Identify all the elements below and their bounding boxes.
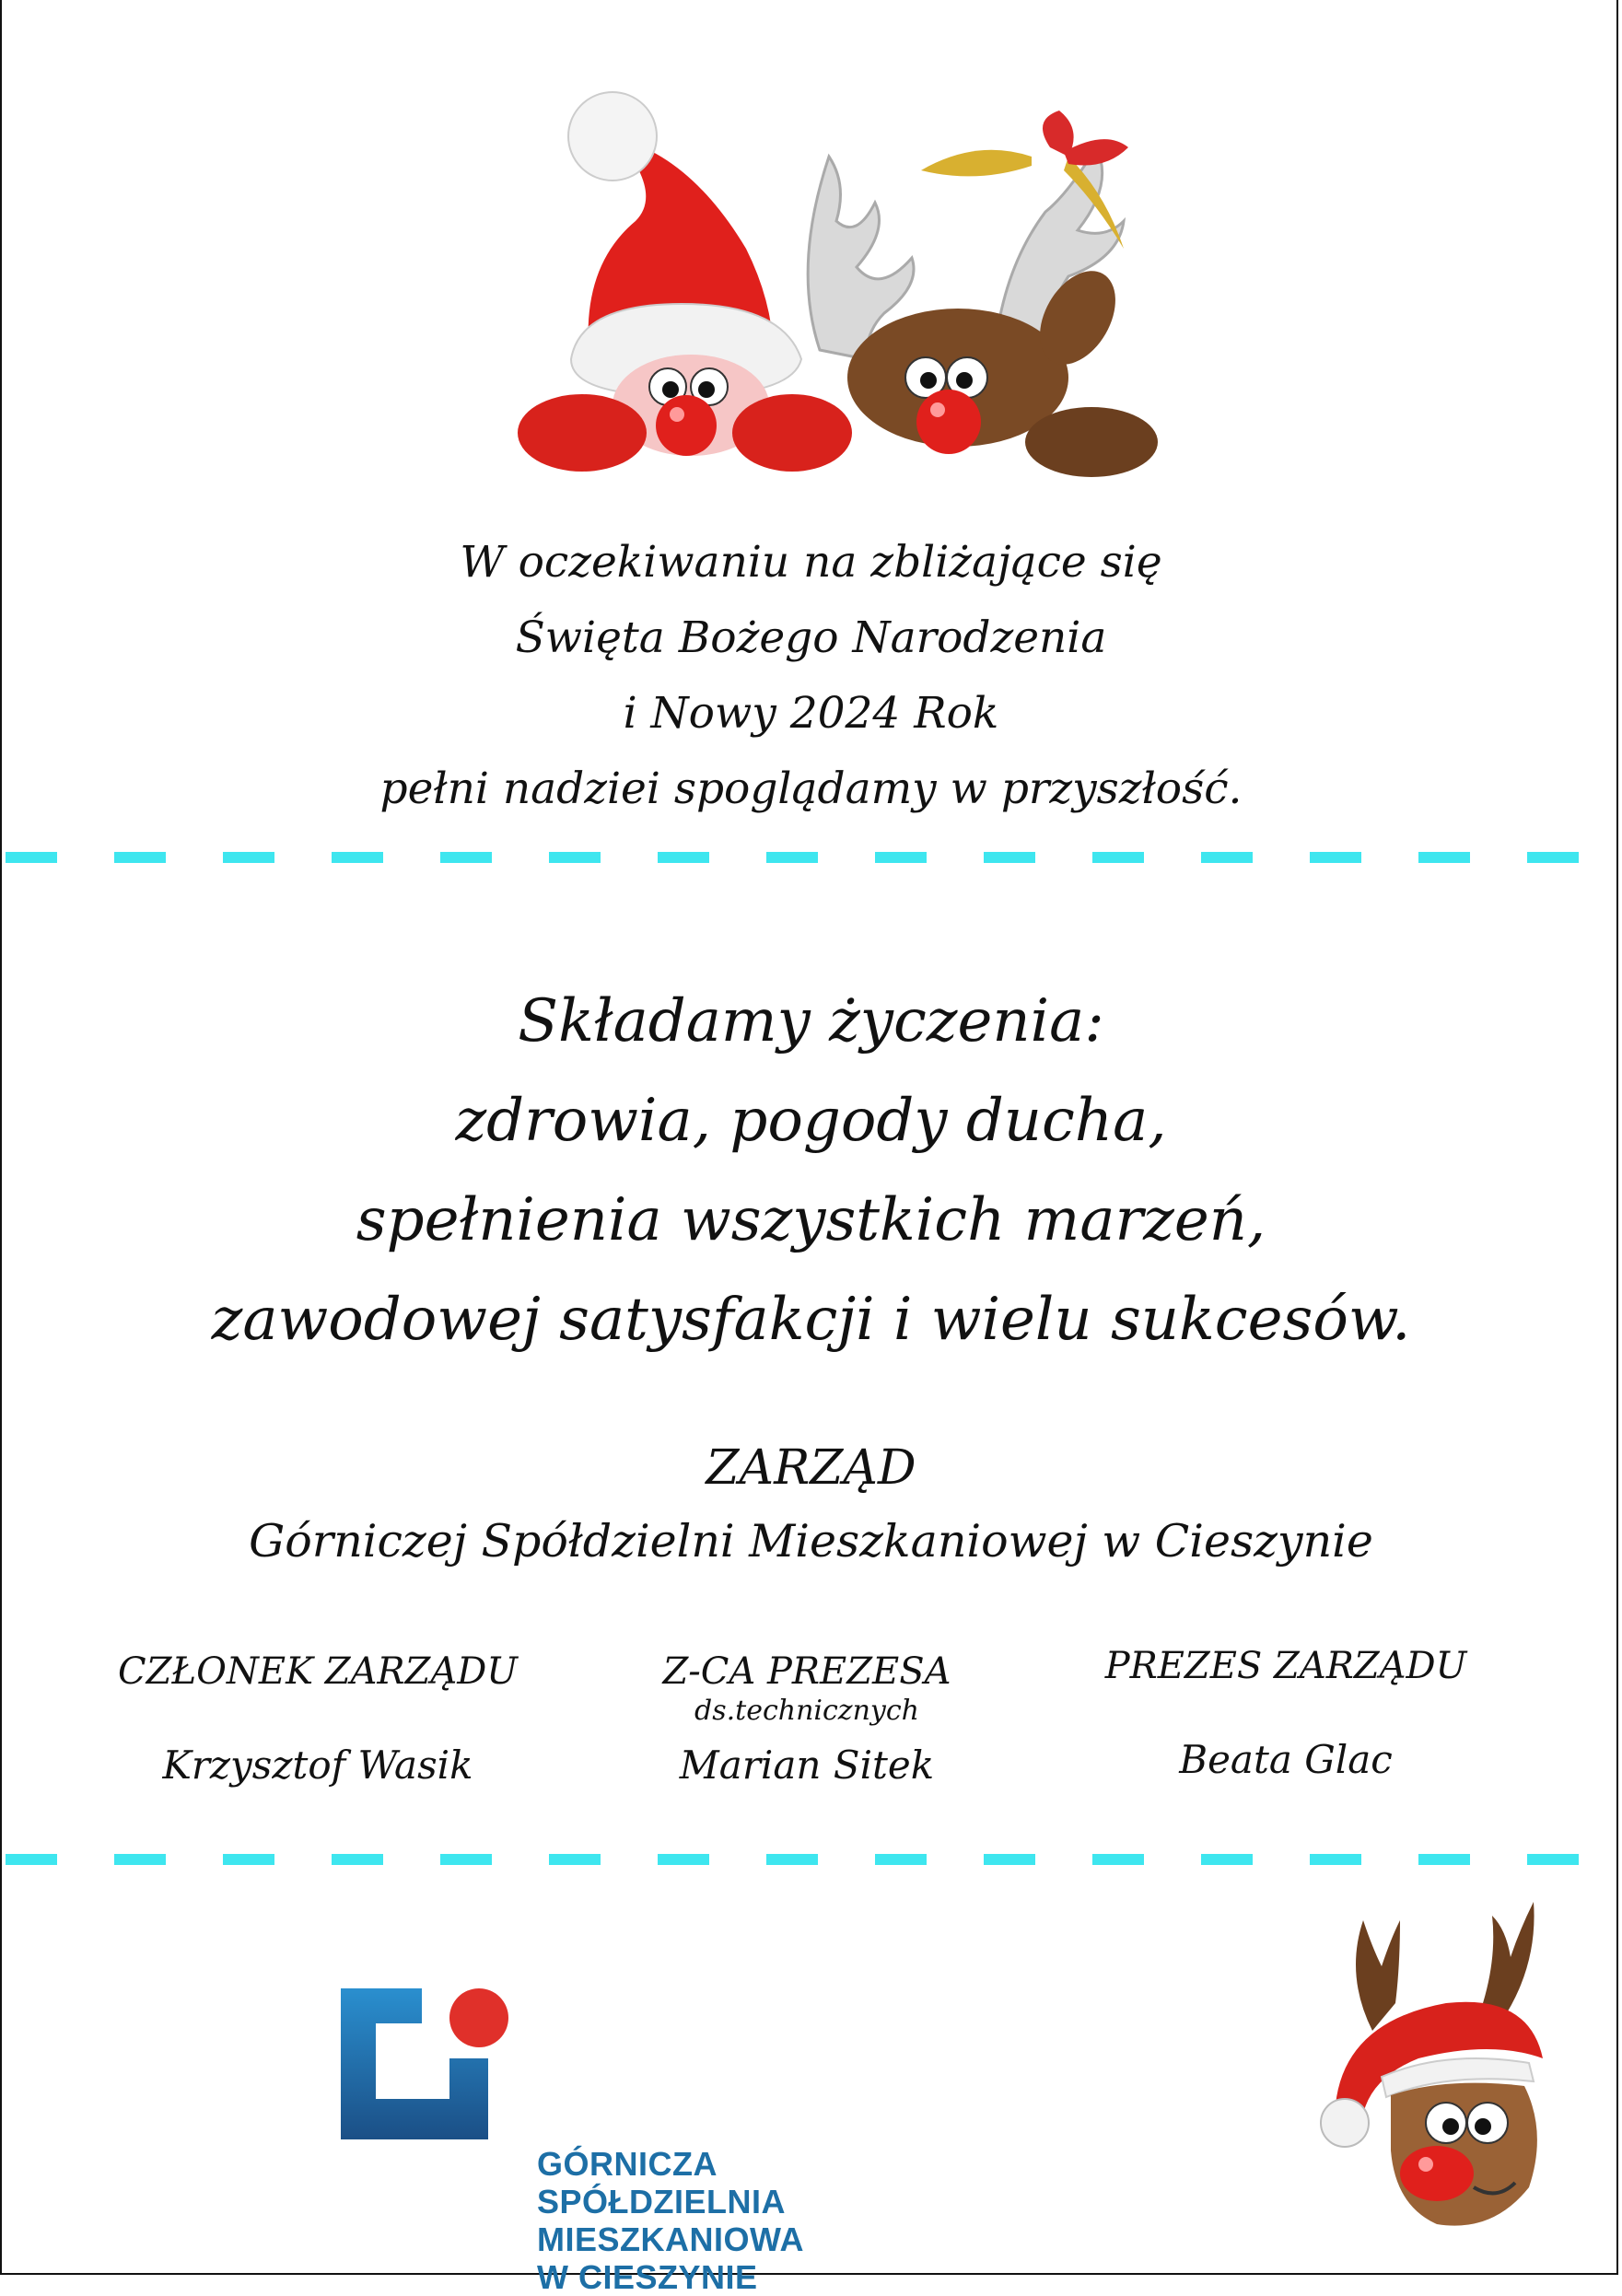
reindeer-with-santa-hat-icon (1308, 1893, 1584, 2233)
board-member (549, 1649, 1065, 1789)
intro-line: pełni nadziei spoglądamy w przyszłość. (379, 763, 1243, 814)
wishes-line: zawodowej satysfakcji i wielu sukcesów. (211, 1286, 1411, 1354)
intro-line: i Nowy 2024 Rok (623, 688, 999, 739)
wishes-line: zdrowia, pogody ducha, (455, 1087, 1167, 1155)
intro-line: Święta Bożego Narodzenia (515, 612, 1107, 663)
board-member (1028, 1643, 1544, 1783)
member-role: Z-CA PREZESA (662, 1650, 951, 1693)
intro-line: W oczekiwaniu na zbliżające się (460, 537, 1162, 588)
board-member (60, 1649, 576, 1789)
member-name: Beata Glac (1179, 1737, 1393, 1782)
logo-line: SPÓŁDZIELNIA (537, 2183, 787, 2220)
wishes-line: spełnienia wszystkich marzeń, (356, 1186, 1266, 1254)
member-subrole (60, 1695, 576, 1728)
dashed-divider (0, 851, 1622, 864)
member-subrole: ds.technicznych (694, 1695, 919, 1727)
board-title: ZARZĄD (706, 1440, 916, 1496)
member-name: Krzysztof Wasik (162, 1742, 473, 1788)
member-subrole (1028, 1689, 1544, 1722)
logo-mark-icon (339, 1985, 523, 2141)
wishes-text (0, 972, 1622, 1369)
dashed-divider (0, 1853, 1622, 1866)
logo-line: MIESZKANIOWA (537, 2220, 804, 2258)
company-logo (339, 1985, 818, 2296)
logo-text (537, 2145, 804, 2296)
logo-line: W CIESZYNIE (537, 2258, 758, 2296)
intro-text (0, 525, 1622, 827)
wishes-line: Składamy życzenia: (518, 987, 1104, 1055)
member-role: CZŁONEK ZARZĄDU (117, 1650, 518, 1693)
member-name: Marian Sitek (679, 1742, 935, 1788)
organization-name: Górniczej Spółdzielni Mieszkaniowej w Cieszynie (249, 1515, 1373, 1568)
member-role: PREZES ZARZĄDU (1104, 1645, 1467, 1687)
santa-and-reindeer-icon (516, 83, 1161, 488)
logo-line: GÓRNICZA (537, 2145, 718, 2183)
